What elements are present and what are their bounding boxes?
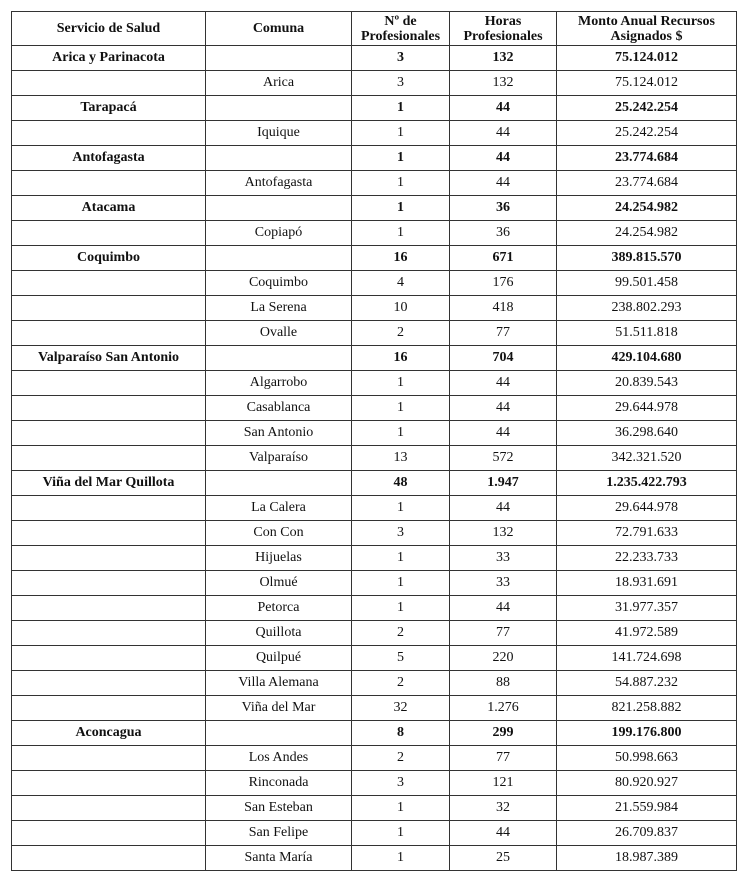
cell-horas: 44: [450, 171, 557, 196]
comuna-row: [12, 771, 737, 796]
health-services-table: [11, 11, 737, 871]
cell-horas: 44: [450, 596, 557, 621]
cell-monto: 29.644.978: [557, 496, 737, 521]
cell-profesionales: 4: [352, 271, 450, 296]
cell-comuna: Iquique: [206, 121, 352, 146]
cell-comuna: Con Con: [206, 521, 352, 546]
cell-profesionales: 1: [352, 196, 450, 221]
cell-monto: 238.802.293: [557, 296, 737, 321]
comuna-row: [12, 796, 737, 821]
cell-monto: 22.233.733: [557, 546, 737, 571]
cell-horas: 299: [450, 721, 557, 746]
cell-profesionales: 16: [352, 246, 450, 271]
cell-profesionales: 2: [352, 671, 450, 696]
cell-servicio: [12, 696, 206, 721]
comuna-row: [12, 846, 737, 871]
cell-profesionales: 1: [352, 821, 450, 846]
cell-comuna: [206, 146, 352, 171]
cell-servicio: [12, 646, 206, 671]
cell-horas: 176: [450, 271, 557, 296]
cell-servicio: Aconcagua: [12, 721, 206, 746]
cell-servicio: [12, 671, 206, 696]
cell-horas: 32: [450, 796, 557, 821]
cell-horas: 132: [450, 46, 557, 71]
cell-monto: 36.298.640: [557, 421, 737, 446]
cell-horas: 77: [450, 746, 557, 771]
cell-comuna: [206, 471, 352, 496]
header-horas: Horas Profesionales: [450, 12, 557, 46]
cell-monto: 51.511.818: [557, 321, 737, 346]
cell-horas: 44: [450, 121, 557, 146]
cell-monto: 72.791.633: [557, 521, 737, 546]
cell-horas: 132: [450, 521, 557, 546]
cell-horas: 25: [450, 846, 557, 871]
cell-monto: 21.559.984: [557, 796, 737, 821]
cell-monto: 80.920.927: [557, 771, 737, 796]
comuna-row: [12, 821, 737, 846]
cell-profesionales: 32: [352, 696, 450, 721]
service-summary-row: [12, 46, 737, 71]
comuna-row: [12, 646, 737, 671]
comuna-row: [12, 221, 737, 246]
cell-monto: 389.815.570: [557, 246, 737, 271]
table-body: [12, 46, 737, 871]
cell-horas: 33: [450, 546, 557, 571]
comuna-row: [12, 546, 737, 571]
cell-monto: 18.931.691: [557, 571, 737, 596]
cell-monto: 18.987.389: [557, 846, 737, 871]
cell-profesionales: 5: [352, 646, 450, 671]
cell-profesionales: 3: [352, 46, 450, 71]
comuna-row: [12, 271, 737, 296]
cell-horas: 44: [450, 821, 557, 846]
cell-servicio: [12, 746, 206, 771]
cell-comuna: Coquimbo: [206, 271, 352, 296]
cell-servicio: [12, 821, 206, 846]
cell-servicio: Antofagasta: [12, 146, 206, 171]
cell-horas: 36: [450, 196, 557, 221]
cell-servicio: [12, 421, 206, 446]
comuna-row: [12, 296, 737, 321]
cell-profesionales: 1: [352, 496, 450, 521]
cell-profesionales: 1: [352, 146, 450, 171]
cell-profesionales: 2: [352, 321, 450, 346]
service-summary-row: [12, 721, 737, 746]
cell-monto: 342.321.520: [557, 446, 737, 471]
cell-monto: 25.242.254: [557, 121, 737, 146]
cell-profesionales: 3: [352, 71, 450, 96]
comuna-row: [12, 521, 737, 546]
service-summary-row: [12, 96, 737, 121]
cell-servicio: [12, 796, 206, 821]
cell-horas: 33: [450, 571, 557, 596]
cell-profesionales: 1: [352, 571, 450, 596]
cell-servicio: [12, 621, 206, 646]
cell-comuna: San Esteban: [206, 796, 352, 821]
cell-comuna: [206, 246, 352, 271]
cell-comuna: Algarrobo: [206, 371, 352, 396]
cell-servicio: [12, 121, 206, 146]
cell-profesionales: 2: [352, 746, 450, 771]
cell-comuna: Copiapó: [206, 221, 352, 246]
cell-comuna: Antofagasta: [206, 171, 352, 196]
cell-comuna: San Antonio: [206, 421, 352, 446]
cell-profesionales: 1: [352, 546, 450, 571]
comuna-row: [12, 571, 737, 596]
cell-servicio: [12, 296, 206, 321]
cell-comuna: Los Andes: [206, 746, 352, 771]
cell-servicio: [12, 446, 206, 471]
comuna-row: [12, 446, 737, 471]
comuna-row: [12, 671, 737, 696]
cell-horas: 44: [450, 396, 557, 421]
cell-comuna: Santa María: [206, 846, 352, 871]
cell-monto: 23.774.684: [557, 171, 737, 196]
cell-profesionales: 8: [352, 721, 450, 746]
cell-monto: 821.258.882: [557, 696, 737, 721]
service-summary-row: [12, 146, 737, 171]
cell-servicio: [12, 546, 206, 571]
cell-horas: 44: [450, 421, 557, 446]
cell-horas: 1.276: [450, 696, 557, 721]
cell-servicio: [12, 571, 206, 596]
cell-horas: 36: [450, 221, 557, 246]
cell-horas: 44: [450, 371, 557, 396]
cell-monto: 50.998.663: [557, 746, 737, 771]
cell-profesionales: 1: [352, 171, 450, 196]
cell-profesionales: 2: [352, 621, 450, 646]
cell-servicio: [12, 771, 206, 796]
comuna-row: [12, 421, 737, 446]
cell-monto: 41.972.589: [557, 621, 737, 646]
comuna-row: [12, 696, 737, 721]
cell-profesionales: 1: [352, 396, 450, 421]
cell-monto: 20.839.543: [557, 371, 737, 396]
comuna-row: [12, 496, 737, 521]
cell-comuna: [206, 346, 352, 371]
cell-profesionales: 1: [352, 796, 450, 821]
cell-horas: 1.947: [450, 471, 557, 496]
service-summary-row: [12, 346, 737, 371]
cell-comuna: [206, 96, 352, 121]
cell-profesionales: 3: [352, 771, 450, 796]
header-monto: Monto Anual Recursos Asignados $: [557, 12, 737, 46]
header-row: [12, 12, 737, 46]
cell-profesionales: 3: [352, 521, 450, 546]
cell-profesionales: 1: [352, 121, 450, 146]
service-summary-row: [12, 246, 737, 271]
cell-servicio: [12, 71, 206, 96]
cell-comuna: Rinconada: [206, 771, 352, 796]
cell-monto: 26.709.837: [557, 821, 737, 846]
cell-comuna: La Serena: [206, 296, 352, 321]
cell-monto: 141.724.698: [557, 646, 737, 671]
cell-profesionales: 10: [352, 296, 450, 321]
cell-profesionales: 13: [352, 446, 450, 471]
cell-comuna: [206, 196, 352, 221]
cell-monto: 54.887.232: [557, 671, 737, 696]
cell-servicio: Viña del Mar Quillota: [12, 471, 206, 496]
cell-servicio: [12, 521, 206, 546]
cell-horas: 132: [450, 71, 557, 96]
cell-profesionales: 1: [352, 596, 450, 621]
cell-horas: 572: [450, 446, 557, 471]
cell-monto: 31.977.357: [557, 596, 737, 621]
header-servicio: Servicio de Salud: [12, 12, 206, 46]
cell-servicio: Atacama: [12, 196, 206, 221]
cell-servicio: Coquimbo: [12, 246, 206, 271]
cell-comuna: Ovalle: [206, 321, 352, 346]
cell-horas: 671: [450, 246, 557, 271]
cell-servicio: [12, 371, 206, 396]
header-profesionales: Nº de Profesionales: [352, 12, 450, 46]
cell-horas: 44: [450, 146, 557, 171]
cell-comuna: Viña del Mar: [206, 696, 352, 721]
cell-comuna: Arica: [206, 71, 352, 96]
cell-comuna: Olmué: [206, 571, 352, 596]
comuna-row: [12, 171, 737, 196]
cell-monto: 25.242.254: [557, 96, 737, 121]
cell-profesionales: 1: [352, 846, 450, 871]
cell-servicio: [12, 596, 206, 621]
cell-servicio: Tarapacá: [12, 96, 206, 121]
cell-horas: 44: [450, 96, 557, 121]
cell-comuna: Petorca: [206, 596, 352, 621]
cell-horas: 121: [450, 771, 557, 796]
cell-comuna: San Felipe: [206, 821, 352, 846]
cell-monto: 24.254.982: [557, 221, 737, 246]
cell-comuna: La Calera: [206, 496, 352, 521]
cell-servicio: Arica y Parinacota: [12, 46, 206, 71]
comuna-row: [12, 371, 737, 396]
cell-profesionales: 1: [352, 221, 450, 246]
cell-profesionales: 16: [352, 346, 450, 371]
cell-servicio: [12, 221, 206, 246]
service-summary-row: [12, 471, 737, 496]
comuna-row: [12, 396, 737, 421]
cell-monto: 1.235.422.793: [557, 471, 737, 496]
comuna-row: [12, 71, 737, 96]
cell-horas: 88: [450, 671, 557, 696]
cell-comuna: [206, 721, 352, 746]
cell-comuna: Quilpué: [206, 646, 352, 671]
cell-horas: 77: [450, 321, 557, 346]
cell-horas: 418: [450, 296, 557, 321]
comuna-row: [12, 746, 737, 771]
cell-profesionales: 1: [352, 371, 450, 396]
cell-horas: 77: [450, 621, 557, 646]
cell-comuna: Quillota: [206, 621, 352, 646]
cell-servicio: [12, 321, 206, 346]
cell-servicio: [12, 171, 206, 196]
cell-servicio: [12, 846, 206, 871]
header-comuna: Comuna: [206, 12, 352, 46]
cell-monto: 99.501.458: [557, 271, 737, 296]
cell-monto: 75.124.012: [557, 46, 737, 71]
cell-monto: 24.254.982: [557, 196, 737, 221]
cell-comuna: Valparaíso: [206, 446, 352, 471]
cell-profesionales: 1: [352, 421, 450, 446]
cell-monto: 23.774.684: [557, 146, 737, 171]
cell-monto: 429.104.680: [557, 346, 737, 371]
comuna-row: [12, 121, 737, 146]
comuna-row: [12, 621, 737, 646]
cell-comuna: Villa Alemana: [206, 671, 352, 696]
comuna-row: [12, 596, 737, 621]
cell-monto: 29.644.978: [557, 396, 737, 421]
cell-servicio: [12, 396, 206, 421]
cell-horas: 44: [450, 496, 557, 521]
service-summary-row: [12, 196, 737, 221]
cell-profesionales: 1: [352, 96, 450, 121]
cell-comuna: Casablanca: [206, 396, 352, 421]
cell-monto: 75.124.012: [557, 71, 737, 96]
cell-servicio: [12, 496, 206, 521]
cell-comuna: [206, 46, 352, 71]
cell-monto: 199.176.800: [557, 721, 737, 746]
cell-horas: 220: [450, 646, 557, 671]
comuna-row: [12, 321, 737, 346]
cell-profesionales: 48: [352, 471, 450, 496]
cell-horas: 704: [450, 346, 557, 371]
cell-comuna: Hijuelas: [206, 546, 352, 571]
cell-servicio: [12, 271, 206, 296]
cell-servicio: Valparaíso San Antonio: [12, 346, 206, 371]
